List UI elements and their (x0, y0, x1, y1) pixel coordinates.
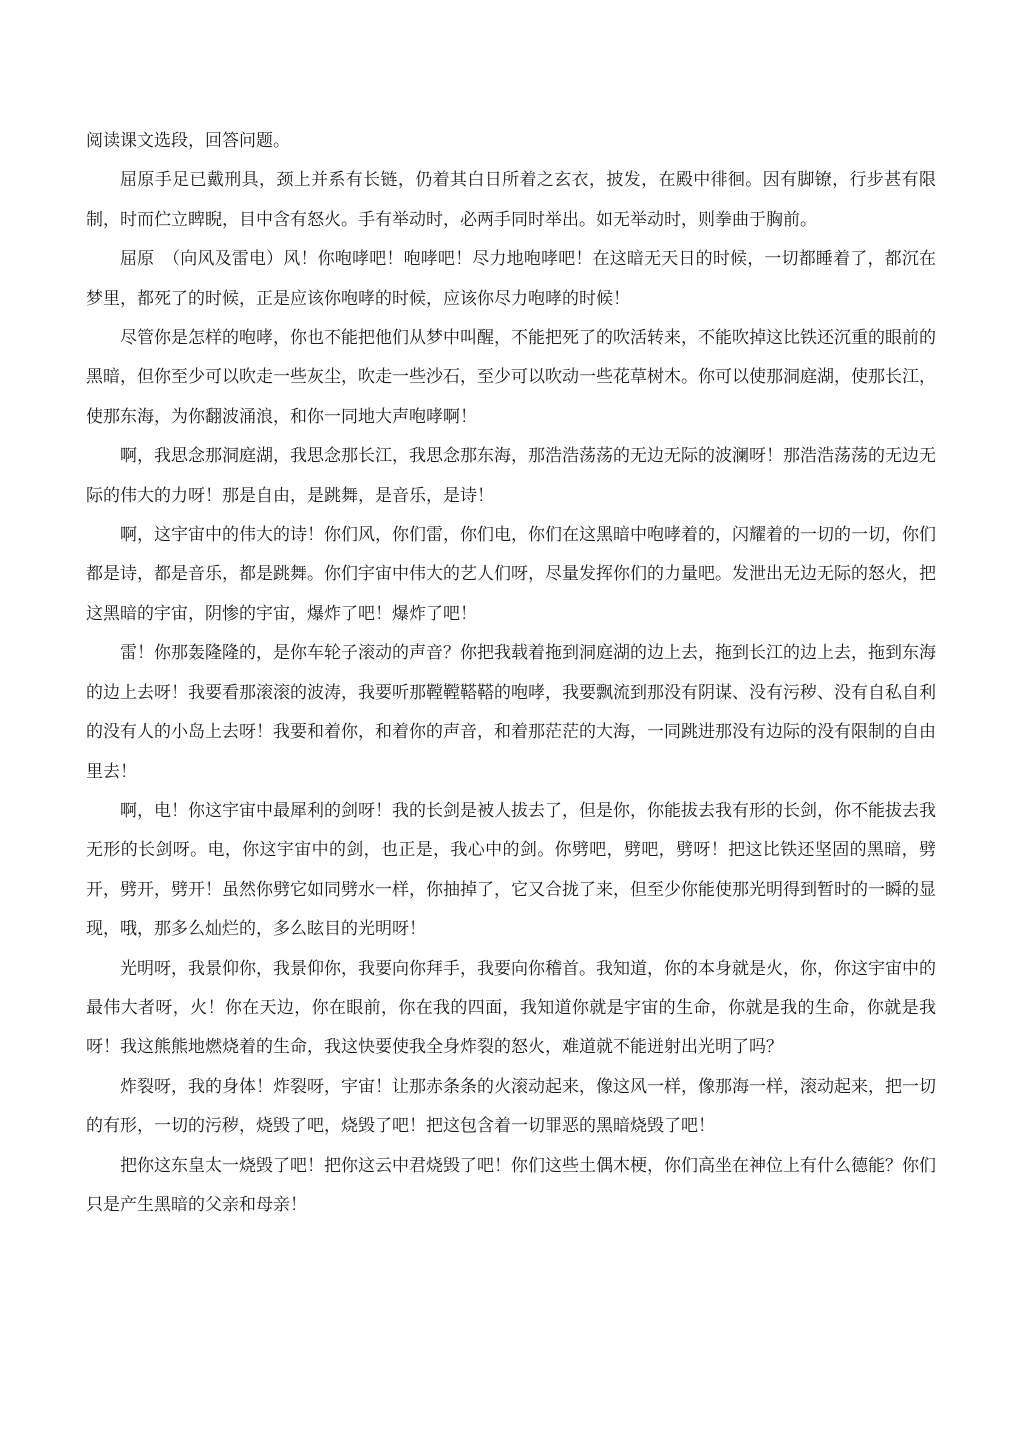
passage-paragraph: 雷！你那轰隆隆的，是你车轮子滚动的声音？你把我载着拖到洞庭湖的边上去，拖到长江的边上去，拖到东海的边上去呀！我要看那滚滚的波涛，我要听那鞺鞺鞳鞳的咆哮，我要飘流到那没有阴谋、没有污秽、没有自私自利的没有人的小岛上去呀！我要和着你，和着你的声音，和着那茫茫的大海，一同跳进那没有边际的没有限制的自由里去！ (86, 643, 936, 782)
passage-body (86, 122, 936, 1225)
stage-direction: 屈原手足已戴刑具，颈上并系有长链，仍着其白日所着之玄衣，披发，在殿中徘徊。因有脚镣，行步甚有限制，时而伫立睥睨，目中含有怒火。手有举动时，必两手同时举出。如无举动时，则拳曲于胸前。 (86, 170, 936, 230)
passage-paragraph: 啊，电！你这宇宙中最犀利的剑呀！我的长剑是被人拔去了，但是你，你能拔去我有形的长剑，你不能拔去我无形的长剑呀。电，你这宇宙中的剑，也正是，我心中的剑。你劈吧，劈吧，劈呀！把这比铁还坚固的黑暗，劈开，劈开，劈开！虽然你劈它如同劈水一样，你抽掉了，它又合拢了来，但至少你能使那光明得到暂时的一瞬的显现，哦，那多么灿烂的，多么眩目的光明呀！ (86, 800, 936, 940)
passage-paragraph: 屈原 （向风及雷电）风！你咆哮吧！咆哮吧！尽力地咆哮吧！在这暗无天日的时候，一切都睡着了，都沉在梦里，都死了的时候，正是应该你咆哮的时候，应该你尽力咆哮的时候！ (86, 249, 936, 309)
passage-paragraph: 光明呀，我景仰你，我景仰你，我要向你拜手，我要向你稽首。我知道，你的本身就是火，你，你这宇宙中的最伟大者呀，火！你在天边，你在眼前，你在我的四面，我知道你就是宇宙的生命，你就是我的生命，你就是我呀！我这熊熊地燃烧着的生命，我这快要使我全身炸裂的怒火，难道就不能迸射出光明了吗？ (86, 958, 936, 1058)
passage-paragraph: 炸裂呀，我的身体！炸裂呀，宇宙！让那赤条条的火滚动起来，像这风一样，像那海一样，滚动起来，把一切的有形，一切的污秽，烧毁了吧，烧毁了吧！把这包含着一切罪恶的黑暗烧毁了吧！ (86, 1076, 936, 1137)
passage-paragraph: 把你这东皇太一烧毁了吧！把你这云中君烧毁了吧！你们这些土偶木梗，你们高坐在神位上有什么德能？你们只是产生黑暗的父亲和母亲！ (86, 1155, 936, 1215)
question-prompt: 阅读课文选段，回答问题。 (86, 131, 290, 151)
passage-paragraph: 尽管你是怎样的咆哮，你也不能把他们从梦中叫醒，不能把死了的吹活转来，不能吹掉这比铁还沉重的眼前的黑暗，但你至少可以吹走一些灰尘，吹走一些沙石，至少可以吹动一些花草树木。你可以使那洞庭湖，使那长江，使那东海，为你翻波涌浪，和你一同地大声咆哮啊！ (86, 328, 936, 427)
passage-paragraph: 啊，这宇宙中的伟大的诗！你们风，你们雷，你们电，你们在这黑暗中咆哮着的，闪耀着的一切的一切，你们都是诗，都是音乐，都是跳舞。你们宇宙中伟大的艺人们呀，尽量发挥你们的力量吧。发泄出无边无际的怒火，把这黑暗的宇宙，阴惨的宇宙，爆炸了吧！爆炸了吧！ (86, 525, 936, 624)
passage-paragraph: 啊，我思念那洞庭湖，我思念那长江，我思念那东海，那浩浩荡荡的无边无际的波澜呀！那浩浩荡荡的无边无际的伟大的力呀！那是自由，是跳舞，是音乐，是诗！ (86, 446, 936, 506)
